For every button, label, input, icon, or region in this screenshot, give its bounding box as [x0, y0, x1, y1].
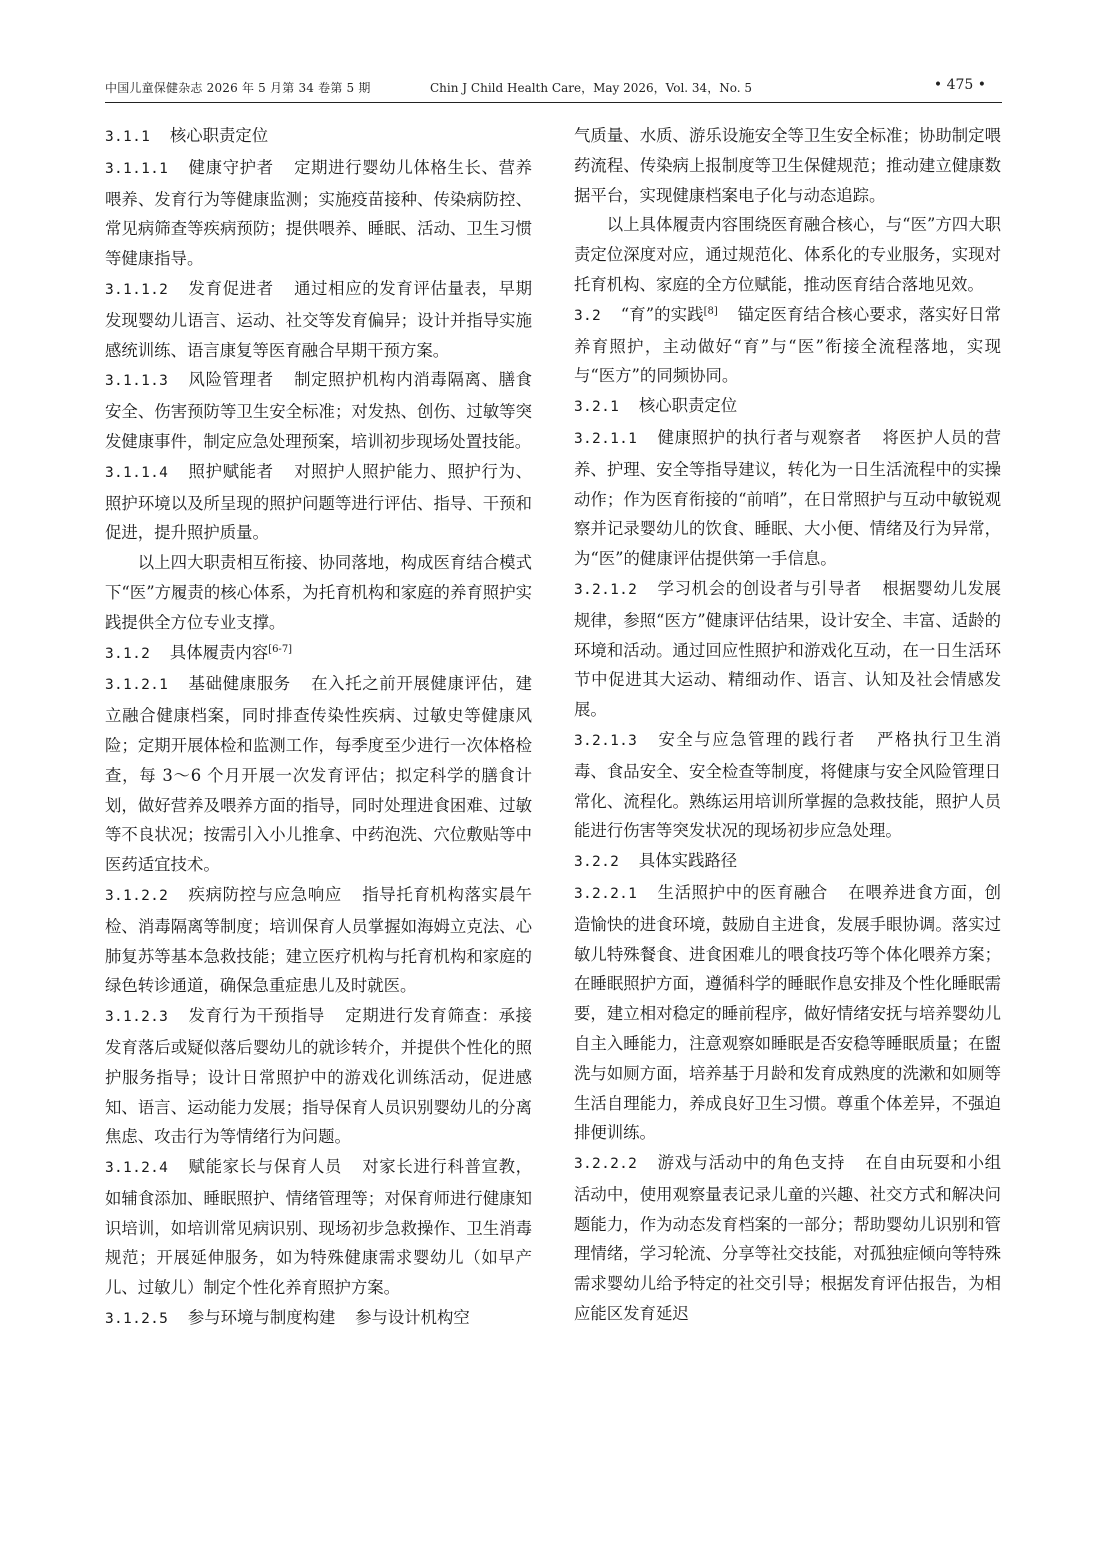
subsection-paragraph: 3.2.1.3 安全与应急管理的践行者 严格执行卫生消毒、食品安全、安全检查等制度，将健康与安全风险管理日常化、流程化。熟练运用培训所掌握的急救技能，照护人员能进行伤害等突发状况的现场初步应急处理。: [574, 729, 1002, 841]
section-heading: 3.1.1 核心职责定位: [105, 126, 269, 145]
citation-ref: [8]: [703, 305, 718, 317]
subsection-paragraph: 3.1.2.4 赋能家长与保育人员 对家长进行科普宣教，如辅食添加、睡眠照护、情绪管理等；对保育师进行健康知识培训，如培训常见病识别、现场初步急救操作、卫生消毒规范；开展延伸服务，如为特殊健康需求婴幼儿（如早产儿、过敏儿）制定个性化养育照护方案。: [105, 1157, 533, 1298]
page-number: • 475 •: [933, 77, 986, 93]
subsection-paragraph: 3.1.2.5 参与环境与制度构建 参与设计机构空: [105, 1308, 470, 1328]
journal-name-en: Chin J Child Health Care，May 2026，Vol. 34，No. 5: [430, 81, 752, 95]
subsection-paragraph: 3.2.2.2 游戏与活动中的角色支持 在自由玩耍和小组活动中，使用观察量表记录儿童的兴趣、社交方式和解决问题能力，作为动态发育档案的一部分；帮助婴幼儿识别和管理情绪，学习轮流、分享等社交技能，对孤独症倾向等特殊需求婴幼儿给予特定的社交引导；根据发育评估报告，为相应能区发育延迟: [574, 1153, 1002, 1324]
section-heading: 3.1.2 具体履责内容[6-7]: [105, 642, 293, 662]
subsection-paragraph: 3.1.2.2 疾病防控与应急响应 指导托育机构落实晨午检、消毒隔离等制度；培训保育人员掌握如海姆立克法、心肺复苏等基本急救技能；建立医疗机构与托育机构和家庭的绿色转诊通道，确保急重症患儿及时就医。: [105, 884, 533, 996]
right-column: [574, 121, 1001, 1329]
section-heading: 3.2.1 核心职责定位: [574, 396, 738, 416]
subsection-paragraph: 3.1.1.4 照护赋能者 对照护人照护能力、照护行为、照护环境以及所呈现的照护问题等进行评估、指导、干预和促进，提升照护质量。: [105, 461, 533, 543]
section-paragraph: 3.2 “育”的实践[8] 锚定医育结合核心要求，落实好日常养育照护，主动做好“育”与“医”衔接全流程落地，实现与“医方”的同频协同。: [574, 304, 1002, 386]
subsection-paragraph: 3.2.1.2 学习机会的创设者与引导者 根据婴幼儿发展规律，参照“医方”健康评估结果，设计安全、丰富、适龄的环境和活动。通过回应性照护和游戏化互动，在一日生活环节中促进其大运动、精细动作、语言、认知及社会情感发展。: [574, 578, 1002, 720]
summary-paragraph: 以上四大职责相互衔接、协同落地，构成医育结合模式下“医”方履责的核心体系，为托育机构和家庭的养育照护实践提供全方位专业支撑。: [105, 553, 532, 632]
subsection-paragraph: 3.1.1.2 发育促进者 通过相应的发育评估量表，早期发现婴幼儿语言、运动、社交等发育偏异；设计并指导实施感统训练、语言康复等医育融合早期干预方案。: [105, 278, 533, 360]
left-column: [105, 121, 532, 1335]
subsection-paragraph: 3.2.1.1 健康照护的执行者与观察者 将医护人员的营养、护理、安全等指导建议，转化为一日生活流程中的实操动作；作为医育衔接的“前哨”，在日常照护与互动中敏锐观察并记录婴幼儿的饮食、睡眠、大小便、情绪及行为异常，为“医”的健康评估提供第一手信息。: [574, 427, 1002, 569]
subsection-paragraph: 3.1.2.1 基础健康服务 在入托之前开展健康评估，建立融合健康档案，同时排查传染性疾病、过敏史等健康风险；定期开展体检和监测工作，每季度至少进行一次体格检查，每 3～6 个月开展一次发育评估；拟定科学的膳食计划，做好营养及喂养方面的指导，同时处理进食困难、过敏等不良状况；按需引入小儿推拿、中药泡洗、穴位敷贴等中医药适宜技术。: [105, 674, 533, 875]
subsection-paragraph: 3.1.1.3 风险管理者 制定照护机构内消毒隔离、膳食安全、伤害预防等卫生安全标准；对发热、创伤、过敏等突发健康事件，制定应急处理预案，培训初步现场处置技能。: [105, 370, 533, 451]
journal-name-cn: 中国儿童保健杂志 2026 年 5 月第 34 卷第 5 期: [105, 81, 371, 95]
summary-paragraph: 以上具体履责内容围绕医育融合核心，与“医”方四大职责定位深度对应，通过规范化、体系化的专业服务，实现对托育机构、家庭的全方位赋能，推动医育结合落地见效。: [574, 215, 1001, 294]
section-heading: 3.2.2 具体实践路径: [574, 851, 738, 871]
citation-ref: [6-7]: [268, 643, 293, 655]
subsection-paragraph: 3.1.2.3 发育行为干预指导 定期进行发育筛查：承接发育落后或疑似落后婴幼儿的就诊转介，并提供个性化的照护服务指导；设计日常照护中的游戏化训练活动，促进感知、语言、运动能力发展；指导保育人员识别婴幼儿的分离焦虑、攻击行为等情绪行为问题。: [105, 1006, 533, 1147]
running-header: [105, 76, 1002, 103]
subsection-paragraph: 3.1.1.1 健康守护者 定期进行婴幼儿体格生长、营养喂养、发育行为等健康监测；实施疫苗接种、传染病防控、常见病筛查等疾病预防；提供喂养、睡眠、活动、卫生习惯等健康指导。: [105, 157, 533, 269]
continued-paragraph: 气质量、水质、游乐设施安全等卫生安全标准；协助制定喂药流程、传染病上报制度等卫生保健规范；推动建立健康数据平台，实现健康档案电子化与动态追踪。: [574, 126, 1001, 205]
subsection-paragraph: 3.2.2.1 生活照护中的医育融合 在喂养进食方面，创造愉快的进食环境，鼓励自主进食，发展手眼协调。落实过敏儿特殊餐食、进食困难儿的喂食技巧等个体化喂养方案；在睡眠照护方面，遵循科学的睡眠作息安排及个性化睡眠需要，建立相对稳定的睡前程序，做好情绪安抚与培养婴幼儿自主入睡能力，注意观察如睡眠是否安稳等睡眠质量；在盥洗与如厕方面，培养基于月龄和发育成熟度的洗漱和如厕等生活自理能力，养成良好卫生习惯。尊重个体差异，不强迫排便训练。: [574, 882, 1002, 1143]
